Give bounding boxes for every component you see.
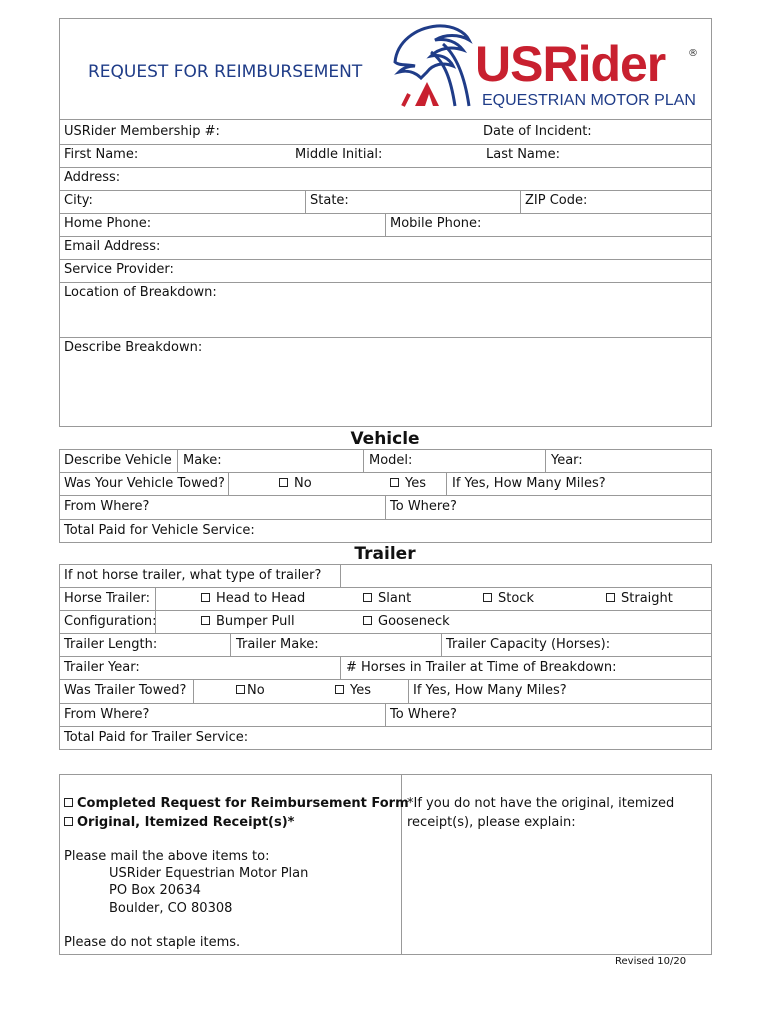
- date-of-incident-label: Date of Incident:: [483, 124, 592, 139]
- vehicle-towed-label: Was Your Vehicle Towed?: [64, 476, 225, 491]
- trailer-make-label: Trailer Make:: [236, 637, 319, 652]
- gooseneck-checkbox[interactable]: Gooseneck: [363, 614, 450, 630]
- vehicle-make-label: Make:: [183, 453, 222, 468]
- mail-intro: Please mail the above items to:: [64, 849, 270, 864]
- trailer-capacity-label: Trailer Capacity (Horses):: [446, 637, 611, 652]
- vehicle-total-label: Total Paid for Vehicle Service:: [64, 523, 255, 538]
- trailer-towed-no-checkbox[interactable]: No: [236, 683, 265, 699]
- mail-address-line2: PO Box 20634: [109, 883, 201, 898]
- trailer-from-label: From Where?: [64, 707, 150, 722]
- email-label: Email Address:: [64, 239, 161, 254]
- checkbox-icon: [64, 817, 73, 826]
- vehicle-from-label: From Where?: [64, 499, 150, 514]
- straight-checkbox[interactable]: Straight: [606, 591, 673, 607]
- mail-address-line3: Boulder, CO 80308: [109, 901, 233, 916]
- vehicle-miles-label: If Yes, How Many Miles?: [452, 476, 606, 491]
- middle-initial-label: Middle Initial:: [295, 147, 383, 162]
- location-label: Location of Breakdown:: [64, 285, 217, 300]
- home-phone-label: Home Phone:: [64, 216, 152, 231]
- trailer-type-label: If not horse trailer, what type of trailer?: [64, 568, 322, 583]
- checkbox-icon: [279, 478, 288, 487]
- service-provider-label: Service Provider:: [64, 262, 174, 277]
- first-name-label: First Name:: [64, 147, 139, 162]
- describe-breakdown-label: Describe Breakdown:: [64, 340, 203, 355]
- mobile-phone-label: Mobile Phone:: [390, 216, 482, 231]
- usrider-logo: [385, 22, 700, 112]
- horse-trailer-label: Horse Trailer:: [64, 591, 151, 606]
- page-title: REQUEST FOR REIMBURSEMENT: [88, 62, 363, 82]
- vehicle-to-label: To Where?: [390, 499, 457, 514]
- trailer-miles-label: If Yes, How Many Miles?: [413, 683, 567, 698]
- head-to-head-checkbox[interactable]: Head to Head: [201, 591, 305, 607]
- logo-subtitle: EQUESTRIAN MOTOR PLAN: [482, 92, 696, 109]
- mail-address-line1: USRider Equestrian Motor Plan: [109, 866, 309, 881]
- trailer-length-label: Trailer Length:: [64, 637, 158, 652]
- completed-form-checkbox[interactable]: Completed Request for Reimbursement Form: [64, 796, 409, 812]
- trailer-year-label: Trailer Year:: [64, 660, 140, 675]
- vehicle-year-label: Year:: [551, 453, 583, 468]
- horse-head-icon: [385, 22, 475, 110]
- slant-checkbox[interactable]: Slant: [363, 591, 411, 607]
- checkbox-icon: [236, 685, 245, 694]
- stock-checkbox[interactable]: Stock: [483, 591, 534, 607]
- horses-count-label: # Horses in Trailer at Time of Breakdown:: [346, 660, 617, 675]
- checkbox-icon: [201, 593, 210, 602]
- explain-line1: *If you do not have the original, itemized: [407, 796, 675, 811]
- vehicle-model-label: Model:: [369, 453, 413, 468]
- city-label: City:: [64, 193, 93, 208]
- original-receipt-checkbox[interactable]: Original, Itemized Receipt(s)*: [64, 815, 294, 831]
- vehicle-towed-no-checkbox[interactable]: No: [279, 476, 312, 492]
- checkbox-icon: [201, 616, 210, 625]
- registered-mark: ®: [688, 48, 698, 59]
- checkbox-icon: [606, 593, 615, 602]
- vehicle-towed-yes-checkbox[interactable]: Yes: [390, 476, 426, 492]
- address-label: Address:: [64, 170, 121, 185]
- zip-label: ZIP Code:: [525, 193, 588, 208]
- state-label: State:: [310, 193, 349, 208]
- configuration-label: Configuration:: [64, 614, 157, 629]
- checkbox-icon: [363, 593, 372, 602]
- checkbox-icon: [64, 798, 73, 807]
- checkbox-icon: [390, 478, 399, 487]
- checkbox-icon: [335, 685, 344, 694]
- trailer-towed-yes-checkbox[interactable]: Yes: [335, 683, 371, 699]
- explain-line2: receipt(s), please explain:: [407, 815, 576, 830]
- describe-vehicle-label: Describe Vehicle: [64, 453, 172, 468]
- trailer-total-label: Total Paid for Trailer Service:: [64, 730, 249, 745]
- checkbox-icon: [363, 616, 372, 625]
- checkbox-icon: [483, 593, 492, 602]
- last-name-label: Last Name:: [486, 147, 560, 162]
- trailer-to-label: To Where?: [390, 707, 457, 722]
- membership-label: USRider Membership #:: [64, 124, 220, 139]
- revised-date: Revised 10/20: [615, 956, 687, 967]
- logo-wordmark: USRider: [475, 36, 666, 92]
- bumper-pull-checkbox[interactable]: Bumper Pull: [201, 614, 295, 630]
- trailer-heading: Trailer: [354, 544, 416, 564]
- no-staple-note: Please do not staple items.: [64, 935, 241, 950]
- vehicle-heading: Vehicle: [350, 429, 420, 449]
- trailer-towed-label: Was Trailer Towed?: [64, 683, 187, 698]
